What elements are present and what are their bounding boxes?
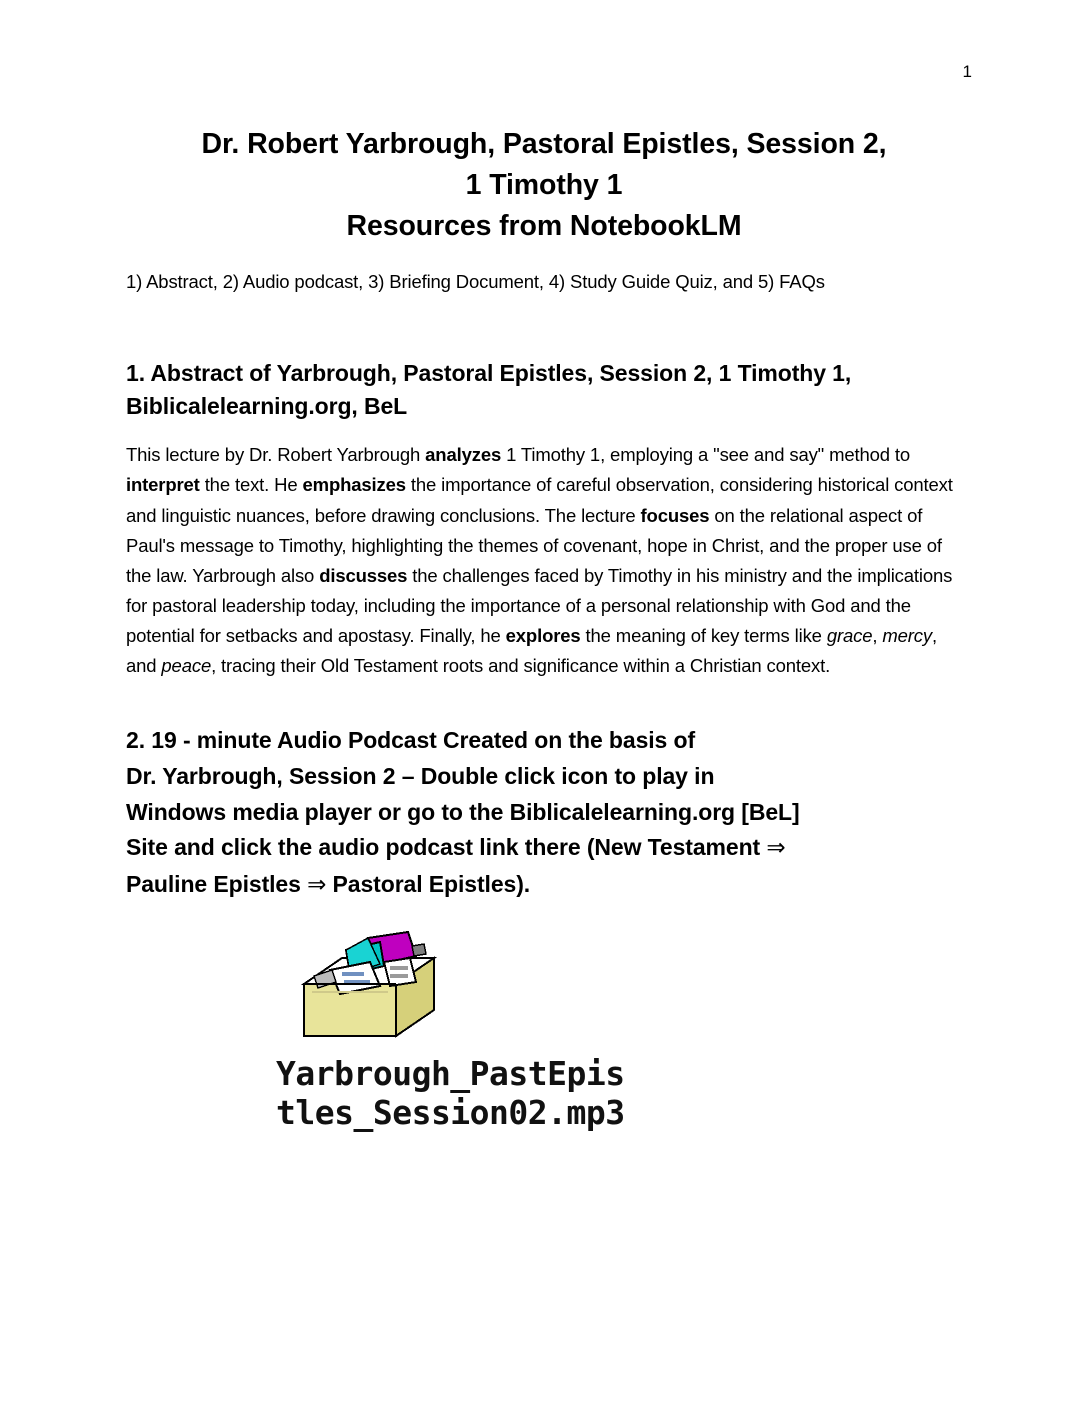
text-frag: This lecture by Dr. Robert Yarbrough [126,444,426,466]
text-frag: the challenges faced by Timothy in his ministry and the implications for pastoral leadership today, including the importance of a personal relationship with God and the potential for setbacks and apostasy. Finally, he [126,564,953,647]
term-mercy: mercy [882,625,932,647]
text-frag: , and [126,625,937,677]
emphasis-analyzes: analyzes [425,444,502,466]
section-2-heading-line-4 [126,830,962,867]
text-frag: 1 Timothy 1, employing a "see and say" method to [501,444,911,466]
attachment-filename-line-1: Yarbrough_PastEpis [276,1053,625,1093]
emphasis-explores: explores [505,625,581,647]
resource-list-subtitle: 1) Abstract, 2) Audio podcast, 3) Briefing Document, 4) Study Guide Quiz, and 5) FAQs [126,271,825,293]
rightwards-double-arrow-icon: ⇒ [307,871,327,898]
text-frag: on the relational aspect of Paul's message to Timothy, highlighting the themes of covenant, hope in Christ, and the proper use of the law. Yarbrough also [126,504,942,586]
text-frag: Pauline Epistles [126,870,308,897]
section-2-heading [126,723,962,903]
section-1-paragraph [126,440,962,681]
section-2-heading-line-5 [126,867,962,904]
embedded-audio-attachment[interactable] [276,924,746,1133]
text-frag: Pastoral Epistles). [326,870,531,897]
page-number: 1 [962,62,972,81]
title-line-1: Dr. Robert Yarbrough, Pastoral Epistles, Session 2, [201,128,887,160]
title-line-2: 1 Timothy 1 [465,169,623,202]
text-frag: , tracing their Old Testament roots and significance within a Christian context. [211,655,831,677]
text-frag: the meaning of key terms like [580,625,827,647]
title-line-3: Resources from NotebookLM [346,210,742,243]
page-title [126,124,962,247]
text-frag: Site and click the audio podcast link there (New Testament [126,834,767,861]
text-frag: , [872,625,883,647]
package-media-object-icon[interactable] [284,924,444,1049]
text-frag: the importance of careful observation, considering historical context and linguistic nuances, before drawing conclusions. The lecture [126,474,953,526]
document-content [126,124,962,1133]
attachment-filename-line-2: tles_Session02.mp3 [276,1092,625,1132]
section-1-heading: 1. Abstract of Yarbrough, Pastoral Epistles, Session 2, 1 Timothy 1, Biblicalelearning.org, BeL [126,359,852,419]
emphasis-focuses: focuses [640,504,710,526]
text-frag: the text. He [199,474,303,496]
section-2-heading-line-2: Dr. Yarbrough, Session 2 – Double click icon to play in [126,763,715,790]
section-2-heading-line-3: Windows media player or go to the Biblicalelearning.org [BeL] [126,798,800,825]
section-2-heading-line-1: 2. 19 - minute Audio Podcast Created on the basis of [126,727,696,754]
rightwards-double-arrow-icon: ⇒ [766,835,786,862]
emphasis-emphasizes: emphasizes [302,474,406,496]
term-peace: peace [161,655,212,677]
attachment-filename[interactable] [276,1055,746,1133]
emphasis-discusses: discusses [319,564,408,586]
term-grace: grace [826,625,873,647]
emphasis-interpret: interpret [126,474,200,496]
